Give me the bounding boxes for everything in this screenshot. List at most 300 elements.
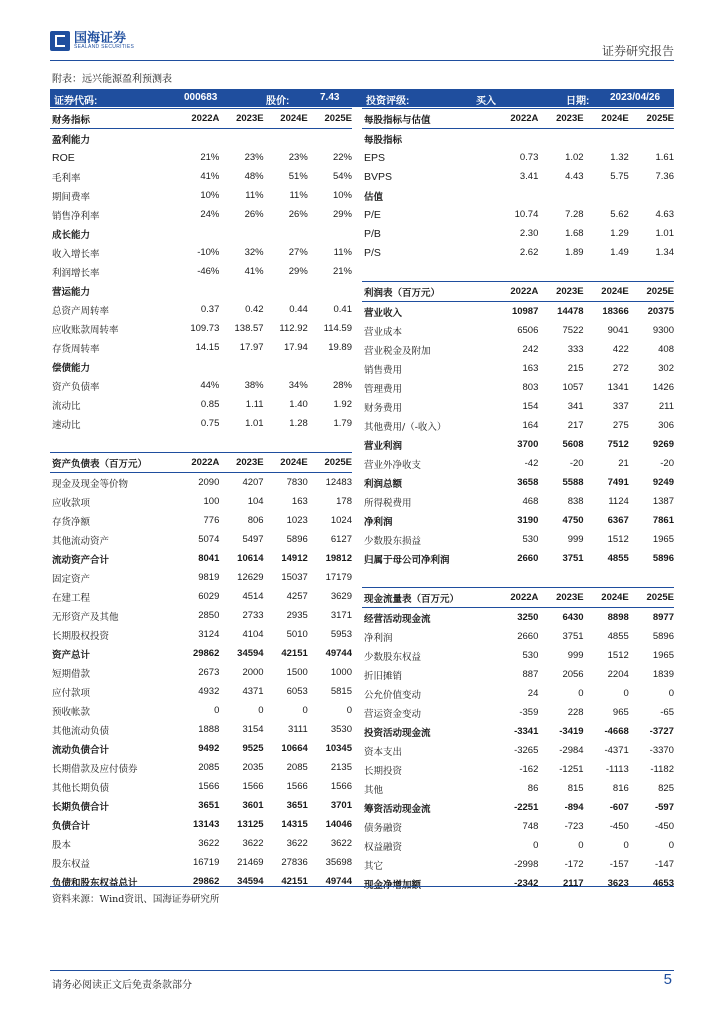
value-cell: 7491 [607, 477, 629, 488]
table-row [50, 473, 352, 492]
row-label: 管理费用 [364, 383, 403, 395]
table-row [362, 836, 674, 855]
value-cell: 29862 [192, 648, 220, 659]
value-cell: 17179 [325, 572, 352, 583]
row-label: 期间费率 [52, 191, 91, 203]
value-cell: 1.40 [289, 399, 308, 410]
value-cell: 41% [200, 171, 220, 182]
value-cell: 14315 [281, 819, 308, 830]
value-cell: 0.37 [200, 304, 220, 315]
row-label: 估值 [364, 191, 384, 203]
value-cell: 1965 [652, 650, 674, 661]
value-cell: 3190 [517, 515, 539, 526]
value-cell: 22% [332, 152, 352, 163]
value-cell: 12629 [237, 572, 264, 583]
row-label: 公允价值变动 [364, 689, 422, 701]
value-cell: 2660 [517, 553, 539, 564]
value-cell: 806 [247, 515, 264, 526]
value-cell: 4855 [607, 553, 629, 564]
page-number: 5 [663, 971, 672, 988]
value-cell: 2117 [562, 878, 584, 889]
table-row [50, 300, 352, 319]
row-label: 营业收入 [364, 307, 403, 319]
value-cell: 48% [244, 171, 264, 182]
value-cell: 1057 [562, 382, 584, 393]
table-row [50, 205, 352, 224]
value-cell: 3154 [242, 724, 264, 735]
table-row [50, 395, 352, 414]
table-header-row [362, 587, 674, 608]
table-row [50, 338, 352, 357]
row-label: 营运能力 [52, 286, 91, 298]
value-cell: 0.85 [200, 399, 220, 410]
value-cell: 408 [658, 344, 674, 355]
row-label: 股本 [52, 839, 72, 851]
value-cell: -2998 [514, 859, 539, 870]
value-cell: 0 [623, 688, 629, 699]
value-cell: 21 [618, 458, 629, 469]
value-cell: 5074 [198, 534, 220, 545]
value-cell: 41% [244, 266, 264, 277]
value-cell: 1888 [198, 724, 220, 735]
value-cell: 51% [288, 171, 308, 182]
table-row [362, 627, 674, 646]
value-cell: 1512 [607, 534, 629, 545]
table-row [362, 684, 674, 703]
value-cell: 8898 [607, 612, 629, 623]
value-cell: -894 [564, 802, 584, 813]
value-cell: 4653 [652, 878, 674, 889]
value-cell: 20375 [647, 306, 674, 317]
value-cell: -20 [660, 458, 674, 469]
value-cell: 306 [658, 420, 674, 431]
value-cell: 4257 [286, 591, 308, 602]
value-cell: 2023E [236, 457, 264, 468]
value-cell: 10.74 [514, 209, 539, 220]
value-cell: 4104 [242, 629, 264, 640]
value-cell: 1387 [652, 496, 674, 507]
value-cell: 1.61 [655, 152, 674, 163]
value-cell: 9819 [198, 572, 220, 583]
value-cell: 1566 [330, 781, 352, 792]
table-row [362, 224, 674, 243]
table-row [362, 665, 674, 684]
value-cell: 530 [522, 650, 539, 661]
table-row [362, 703, 674, 722]
value-cell: 1566 [286, 781, 308, 792]
value-cell: 17.97 [239, 342, 264, 353]
value-cell: 6430 [562, 612, 584, 623]
table-row [362, 302, 674, 321]
value-cell: 5.75 [610, 171, 629, 182]
rating-label: 投资评级: [366, 96, 410, 107]
table-row [362, 262, 674, 281]
value-cell: 42151 [281, 648, 308, 659]
value-cell: 10% [332, 190, 352, 201]
row-label: 归属于母公司净利润 [364, 554, 450, 566]
value-cell: 24 [527, 688, 539, 699]
value-cell: 11% [289, 190, 308, 201]
value-cell: -1182 [650, 764, 674, 775]
table-row [362, 454, 674, 473]
row-label: 长期投资 [364, 765, 403, 777]
value-cell: 1.34 [655, 247, 674, 258]
row-label: 折旧摊销 [364, 670, 403, 682]
value-cell: 2025E [646, 286, 674, 297]
row-label: 其他流动负债 [52, 725, 110, 737]
value-cell: 2022A [510, 113, 539, 124]
value-cell: 2023E [556, 592, 584, 603]
table-row [362, 741, 674, 760]
value-cell: -10% [197, 247, 220, 258]
table-row [50, 758, 352, 777]
value-cell: 3530 [330, 724, 352, 735]
value-cell: 5896 [652, 553, 674, 564]
value-cell: -147 [654, 859, 674, 870]
table-row [362, 530, 674, 549]
value-cell: 1.79 [333, 418, 352, 429]
value-cell: -172 [564, 859, 584, 870]
code-label: 证券代码: [54, 96, 98, 107]
value-cell: 11% [245, 190, 264, 201]
value-cell: 211 [658, 401, 674, 412]
value-cell: 23% [244, 152, 264, 163]
value-cell: 6506 [517, 325, 539, 336]
row-label: 利润总额 [364, 478, 403, 490]
row-label: 债务融资 [364, 822, 403, 834]
row-label: 营业外净收支 [364, 459, 422, 471]
value-cell: 2023E [236, 113, 264, 124]
value-cell: 242 [522, 344, 539, 355]
value-cell: 816 [612, 783, 629, 794]
value-cell: 14046 [325, 819, 352, 830]
value-cell: 2024E [601, 113, 629, 124]
table-row [362, 492, 674, 511]
row-label: 所得税费用 [364, 497, 412, 509]
value-cell: 422 [612, 344, 629, 355]
value-cell: -2251 [514, 802, 539, 813]
value-cell: 2.30 [519, 228, 539, 239]
value-cell: 4207 [242, 477, 264, 488]
table-row [362, 760, 674, 779]
value-cell: 29% [288, 266, 308, 277]
row-label: 毛利率 [52, 172, 81, 184]
value-cell: 776 [203, 515, 220, 526]
row-label: 股东权益 [52, 858, 91, 870]
row-label: 长期借款及应付债券 [52, 763, 138, 775]
table-row [362, 397, 674, 416]
value-cell: 1566 [198, 781, 220, 792]
value-cell: -1251 [559, 764, 584, 775]
value-cell: 5608 [562, 439, 584, 450]
table-header-row [362, 281, 674, 302]
value-cell: 7.36 [655, 171, 674, 182]
value-cell: 2024E [601, 592, 629, 603]
table-row [50, 720, 352, 739]
value-cell: 2.62 [519, 247, 539, 258]
value-cell: 825 [658, 783, 674, 794]
table-header-row [50, 108, 352, 129]
value-cell: 1.89 [565, 247, 584, 258]
value-cell: 10614 [237, 553, 264, 564]
value-cell: -4371 [604, 745, 629, 756]
row-label: 盈利能力 [52, 134, 91, 146]
table-row [50, 701, 352, 720]
value-cell: 0 [578, 688, 584, 699]
table-row [50, 796, 352, 815]
value-cell: 2024E [601, 286, 629, 297]
value-cell: 0.44 [289, 304, 308, 315]
value-cell: 0 [533, 840, 539, 851]
left-financial-table [50, 108, 352, 891]
row-label: 总资产周转率 [52, 305, 110, 317]
value-cell: 35698 [325, 857, 352, 868]
value-cell: 0.41 [333, 304, 352, 315]
value-cell: 2022A [191, 113, 220, 124]
row-label: 偿债能力 [52, 362, 91, 374]
value-cell: 2022A [510, 592, 539, 603]
value-cell: 2024E [280, 457, 308, 468]
row-label: 存货净额 [52, 516, 91, 528]
table-row [362, 340, 674, 359]
value-cell: 27% [288, 247, 308, 258]
value-cell: 3658 [517, 477, 539, 488]
value-cell: 10664 [281, 743, 308, 754]
value-cell: 21% [200, 152, 220, 163]
value-cell: 0 [214, 705, 220, 716]
value-cell: 0 [302, 705, 308, 716]
header-divider [50, 60, 674, 61]
value-cell: 0.73 [519, 152, 539, 163]
value-cell: 109.73 [190, 323, 220, 334]
table-header-row [50, 452, 352, 473]
value-cell: 5497 [242, 534, 264, 545]
table-row [362, 798, 674, 817]
value-cell: 10987 [511, 306, 539, 317]
value-cell: 2025E [324, 113, 352, 124]
value-cell: 104 [247, 496, 264, 507]
value-cell: 999 [567, 650, 584, 661]
table-row [362, 321, 674, 340]
value-cell: 1.29 [610, 228, 629, 239]
table-row [50, 568, 352, 587]
value-cell: 748 [522, 821, 539, 832]
value-cell: 4750 [562, 515, 584, 526]
value-cell: 3622 [330, 838, 352, 849]
table-row [362, 186, 674, 205]
value-cell: 23% [288, 152, 308, 163]
value-cell: 1839 [652, 669, 674, 680]
value-cell: 7861 [652, 515, 674, 526]
value-cell: 21469 [237, 857, 264, 868]
value-cell: 14912 [281, 553, 308, 564]
table-row [50, 530, 352, 549]
value-cell: 16719 [192, 857, 220, 868]
value-cell: 8041 [198, 553, 220, 564]
table-row [362, 473, 674, 492]
row-label: 存货周转率 [52, 343, 100, 355]
value-cell: 112.92 [279, 323, 308, 334]
row-label: 无形资产及其他 [52, 611, 119, 623]
value-cell: 1426 [652, 382, 674, 393]
value-cell: 13143 [192, 819, 220, 830]
price-label: 股价: [266, 96, 290, 107]
row-label: 资本支出 [364, 746, 403, 758]
value-cell: 3622 [242, 838, 264, 849]
table-row [50, 511, 352, 530]
value-cell: 164 [522, 420, 539, 431]
table-row [362, 817, 674, 836]
value-cell: 34594 [237, 648, 264, 659]
value-cell: 1512 [607, 650, 629, 661]
value-cell: 1965 [652, 534, 674, 545]
table-row [50, 243, 352, 262]
value-cell: 2673 [198, 667, 220, 678]
value-cell: 0 [668, 688, 674, 699]
table-row [50, 148, 352, 167]
value-cell: 468 [522, 496, 539, 507]
value-cell: -597 [654, 802, 674, 813]
value-cell: 38% [244, 380, 264, 391]
value-cell: -46% [197, 266, 220, 277]
table-row [50, 834, 352, 853]
value-cell: 7830 [286, 477, 308, 488]
row-label: 长期股权投资 [52, 630, 110, 642]
value-cell: 1500 [286, 667, 308, 678]
row-label: 销售费用 [364, 364, 403, 376]
value-cell: 15037 [281, 572, 308, 583]
value-cell: 42151 [281, 876, 308, 887]
table-row [50, 167, 352, 186]
value-cell: 2090 [198, 477, 220, 488]
value-cell: 54% [332, 171, 352, 182]
value-cell: 7522 [562, 325, 584, 336]
table-caption: 附表：远兴能源盈利预测表 [52, 74, 172, 85]
row-label: 营业利润 [364, 440, 403, 452]
value-cell: -3419 [559, 726, 584, 737]
table-row [362, 855, 674, 874]
row-label: 经营活动现金流 [364, 613, 431, 625]
value-cell: 228 [567, 707, 584, 718]
value-cell: 2056 [562, 669, 584, 680]
value-cell: -607 [609, 802, 629, 813]
row-label: 其他费用/（-收入） [364, 421, 447, 433]
value-cell: -450 [654, 821, 674, 832]
value-cell: 3701 [330, 800, 352, 811]
value-cell: 337 [612, 401, 629, 412]
value-cell: 154 [522, 401, 539, 412]
report-type: 证券研究报告 [601, 44, 674, 58]
value-cell: 49744 [325, 648, 352, 659]
value-cell: 3111 [288, 724, 308, 735]
value-cell: 3700 [517, 439, 539, 450]
value-cell: 6053 [286, 686, 308, 697]
value-cell: 2660 [517, 631, 539, 642]
value-cell: 217 [567, 420, 584, 431]
row-label: 其它 [364, 860, 384, 872]
report-date: 2023/04/26 [610, 92, 661, 103]
row-label: P/S [364, 246, 381, 259]
row-label: 每股指标与估值 [364, 114, 431, 126]
value-cell: 8977 [652, 612, 674, 623]
data-source: 资料来源：Wind资讯、国海证券研究所 [52, 894, 220, 905]
value-cell: 26% [244, 209, 264, 220]
value-cell: 4855 [607, 631, 629, 642]
row-label: 净利润 [364, 632, 393, 644]
table-row [362, 435, 674, 454]
value-cell: 6367 [607, 515, 629, 526]
value-cell: 1.32 [610, 152, 629, 163]
value-cell: 0 [668, 840, 674, 851]
value-cell: 2035 [242, 762, 264, 773]
value-cell: 7.28 [565, 209, 584, 220]
table-row [362, 568, 674, 587]
table-row [50, 262, 352, 281]
stock-code: 000683 [184, 92, 218, 103]
value-cell: 2135 [330, 762, 352, 773]
value-cell: 5953 [330, 629, 352, 640]
table-row [362, 129, 674, 148]
value-cell: 3629 [330, 591, 352, 602]
value-cell: 1.11 [245, 399, 264, 410]
table-row [362, 167, 674, 186]
table-row [50, 376, 352, 395]
value-cell: 275 [612, 420, 629, 431]
value-cell: -2342 [514, 878, 539, 889]
value-cell: 887 [522, 669, 539, 680]
value-cell: 0.42 [245, 304, 264, 315]
value-cell: 2085 [198, 762, 220, 773]
row-label: 资产总计 [52, 649, 91, 661]
table-row [362, 511, 674, 530]
row-label: 流动资产合计 [52, 554, 110, 566]
table-row [362, 148, 674, 167]
row-label: 短期借款 [52, 668, 91, 680]
table-row [362, 378, 674, 397]
value-cell: 2022A [510, 286, 539, 297]
value-cell: -723 [564, 821, 584, 832]
value-cell: -42 [524, 458, 539, 469]
table-header-row [362, 108, 674, 129]
table-row [50, 492, 352, 511]
value-cell: 9269 [652, 439, 674, 450]
right-financial-table [362, 108, 674, 893]
value-cell: 1.01 [655, 228, 674, 239]
value-cell: 4.63 [655, 209, 674, 220]
table-row [50, 433, 352, 452]
row-label: 其他长期负债 [52, 782, 110, 794]
value-cell: 1000 [330, 667, 352, 678]
row-label: 负债和股东权益总计 [52, 877, 138, 889]
value-cell: -3265 [514, 745, 539, 756]
value-cell: 6029 [198, 591, 220, 602]
row-label: 应付款项 [52, 687, 91, 699]
table-row [362, 608, 674, 627]
value-cell: 0 [258, 705, 264, 716]
row-label: 少数股东损益 [364, 535, 422, 547]
value-cell: -4668 [604, 726, 629, 737]
value-cell: 10345 [325, 743, 352, 754]
value-cell: 1.92 [333, 399, 352, 410]
row-label: 成长能力 [52, 229, 91, 241]
value-cell: 815 [567, 783, 584, 794]
table-row [362, 722, 674, 741]
row-label: P/E [364, 208, 381, 221]
row-label: 预收帐款 [52, 706, 91, 718]
value-cell: 2850 [198, 610, 220, 621]
value-cell: 2085 [286, 762, 308, 773]
row-label: 资产负债表（百万元） [52, 458, 148, 470]
